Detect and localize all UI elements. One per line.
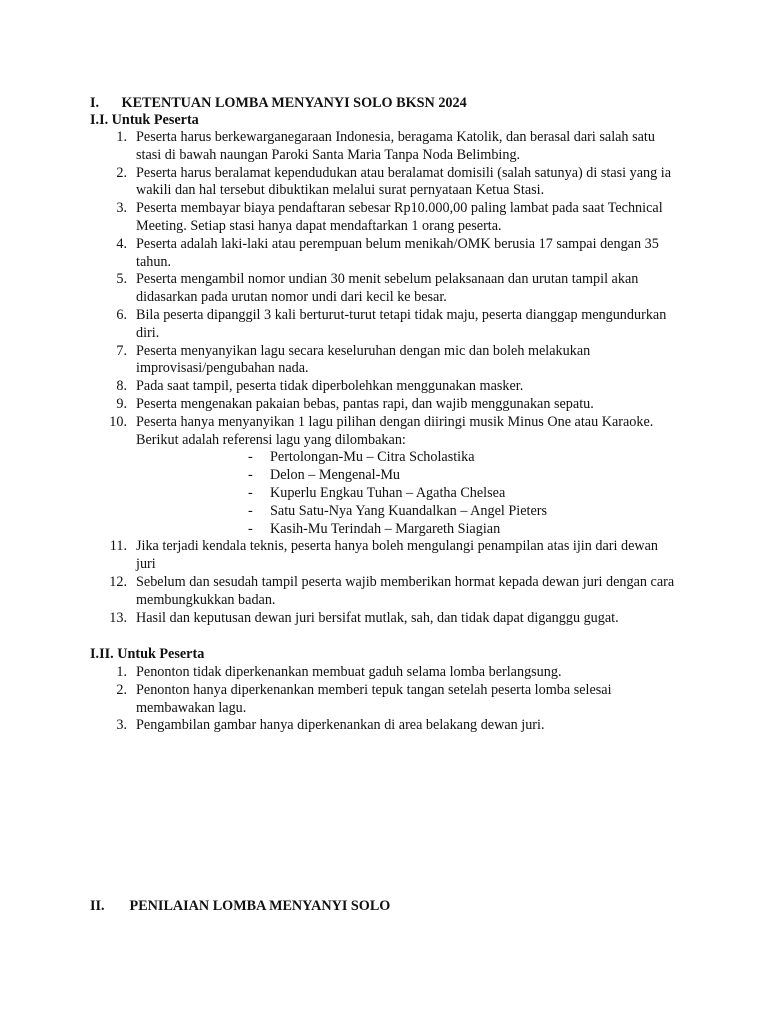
list-item bbox=[0, 682, 676, 718]
list-item bbox=[0, 610, 676, 628]
item-number: 10. bbox=[109, 413, 127, 430]
dash-bullet: - bbox=[248, 484, 253, 501]
list-item bbox=[0, 236, 676, 272]
list-item bbox=[0, 664, 676, 682]
item-number: 3. bbox=[116, 200, 127, 217]
item-text: Pada saat tampil, peserta tidak diperbolehkan menggunakan masker. bbox=[136, 378, 524, 395]
list-item bbox=[0, 717, 676, 735]
item-number: 2. bbox=[116, 164, 127, 181]
list-item bbox=[0, 396, 676, 414]
item-text: Jika terjadi kendala teknis, peserta hanya boleh mengulangi penampilan atas ijin dari dewan juri bbox=[136, 538, 659, 573]
item-number: 1. bbox=[116, 664, 127, 680]
item-text: Hasil dan keputusan dewan juri bersifat mutlak, sah, dan tidak dapat diganggu gugat. bbox=[136, 609, 619, 626]
item-number: 5. bbox=[116, 271, 127, 288]
song-title: Satu Satu-Nya Yang Kuandalkan – Angel Pieters bbox=[270, 502, 548, 519]
dash-bullet: - bbox=[248, 520, 253, 537]
song-item bbox=[0, 521, 676, 539]
item-text: Peserta membayar biaya pendaftaran sebesar Rp10.000,00 paling lambat pada saat Technical Meeting. Setiap stasi hanya dapat mendaftarkan 1 orang peserta. bbox=[136, 200, 663, 234]
item-number: 13. bbox=[109, 609, 127, 626]
item-text: Peserta harus berkewarganegaraan Indonesia, beragama Katolik, dan berasal dari salah satu stasi di bawah naungan Paroki Santa Maria Tanpa Noda Belimbing. bbox=[136, 129, 655, 163]
item-number: 3. bbox=[116, 717, 127, 734]
item-number: 7. bbox=[116, 342, 127, 359]
item-number: 8. bbox=[116, 378, 127, 395]
item-text: Peserta hanya menyanyikan 1 lagu pilihan dengan diiringi musik Minus One atau Karaoke. Berikut adalah referensi lagu yang dilombakan: bbox=[136, 413, 654, 448]
item-text: Sebelum dan sesudah tampil peserta wajib memberikan hormat kepada dewan juri dengan cara membungkukkan badan. bbox=[136, 573, 675, 608]
item-text: Pengambilan gambar hanya diperkenankan di area belakang dewan juri. bbox=[136, 717, 545, 734]
list-item bbox=[0, 378, 676, 396]
item-text: Bila peserta dipanggil 3 kali berturut-turut tetapi tidak maju, peserta dianggap mengundurkan diri. bbox=[136, 306, 667, 341]
song-title: Kuperlu Engkau Tuhan – Agatha Chelsea bbox=[270, 484, 506, 501]
section-1-number: I. bbox=[90, 95, 100, 111]
list-item bbox=[0, 574, 676, 610]
dash-bullet: - bbox=[248, 449, 253, 466]
section-1-heading bbox=[90, 95, 467, 113]
item-text: Peserta harus beralamat kependudukan atau beralamat domisili (salah satunya) di stasi yang ia wakili dan hal tersebut dibuktikan melalui surat pernyataan Ketua Stasi. bbox=[136, 164, 672, 199]
dash-bullet: - bbox=[248, 467, 253, 484]
item-text: Penonton hanya diperkenankan memberi tepuk tangan setelah peserta lomba selesai membawakan lagu. bbox=[136, 681, 612, 716]
item-number: 9. bbox=[116, 395, 127, 412]
list-item bbox=[0, 414, 676, 539]
song-title: Delon – Mengenal-Mu bbox=[270, 467, 401, 484]
item-number: 6. bbox=[116, 306, 127, 323]
song-item bbox=[0, 503, 676, 521]
item-text: Peserta mengenakan pakaian bebas, pantas rapi, dan wajib menggunakan sepatu. bbox=[136, 395, 594, 412]
penonton-rules-list bbox=[0, 664, 768, 735]
song-item bbox=[0, 467, 676, 485]
subsection-penonton-title: I.II. Untuk Peserta bbox=[90, 646, 205, 662]
song-item bbox=[0, 449, 676, 467]
item-text: Peserta mengambil nomor undian 30 menit sebelum pelaksanaan dan urutan tampil akan didasarkan pada urutan nomor undi dari kecil ke besar. bbox=[136, 271, 639, 306]
item-text: Peserta adalah laki-laki atau perempuan belum menikah/OMK berusia 17 sampai dengan 35 tahun. bbox=[136, 235, 659, 270]
section-1-title: KETENTUAN LOMBA MENYANYI SOLO BKSN 2024 bbox=[121, 95, 467, 111]
list-item bbox=[0, 538, 676, 574]
song-title: Kasih-Mu Terindah – Margareth Siagian bbox=[270, 520, 501, 537]
list-item bbox=[0, 343, 676, 379]
subsection-peserta-title: I.I. Untuk Peserta bbox=[90, 112, 199, 128]
song-item bbox=[0, 485, 676, 503]
section-2-heading bbox=[90, 898, 390, 916]
list-item bbox=[0, 165, 676, 201]
item-number: 2. bbox=[116, 681, 127, 698]
list-item bbox=[0, 271, 676, 307]
list-item bbox=[0, 129, 676, 165]
item-number: 1. bbox=[116, 129, 127, 145]
item-number: 11. bbox=[109, 538, 127, 555]
dash-bullet: - bbox=[248, 502, 253, 519]
song-reference-list bbox=[136, 449, 676, 538]
section-2-number: II. bbox=[90, 898, 105, 914]
song-title: Pertolongan-Mu – Citra Scholastika bbox=[270, 449, 475, 466]
item-text: Peserta menyanyikan lagu secara keseluruhan dengan mic dan boleh melakukan improvisasi/pengubahan nada. bbox=[136, 342, 591, 377]
peserta-rules-list bbox=[0, 129, 768, 627]
item-text: Penonton tidak diperkenankan membuat gaduh selama lomba berlangsung. bbox=[136, 664, 562, 680]
item-number: 12. bbox=[109, 573, 127, 590]
list-item bbox=[0, 200, 676, 236]
item-number: 4. bbox=[116, 235, 127, 252]
section-2-title: PENILAIAN LOMBA MENYANYI SOLO bbox=[129, 898, 391, 914]
list-item bbox=[0, 307, 676, 343]
